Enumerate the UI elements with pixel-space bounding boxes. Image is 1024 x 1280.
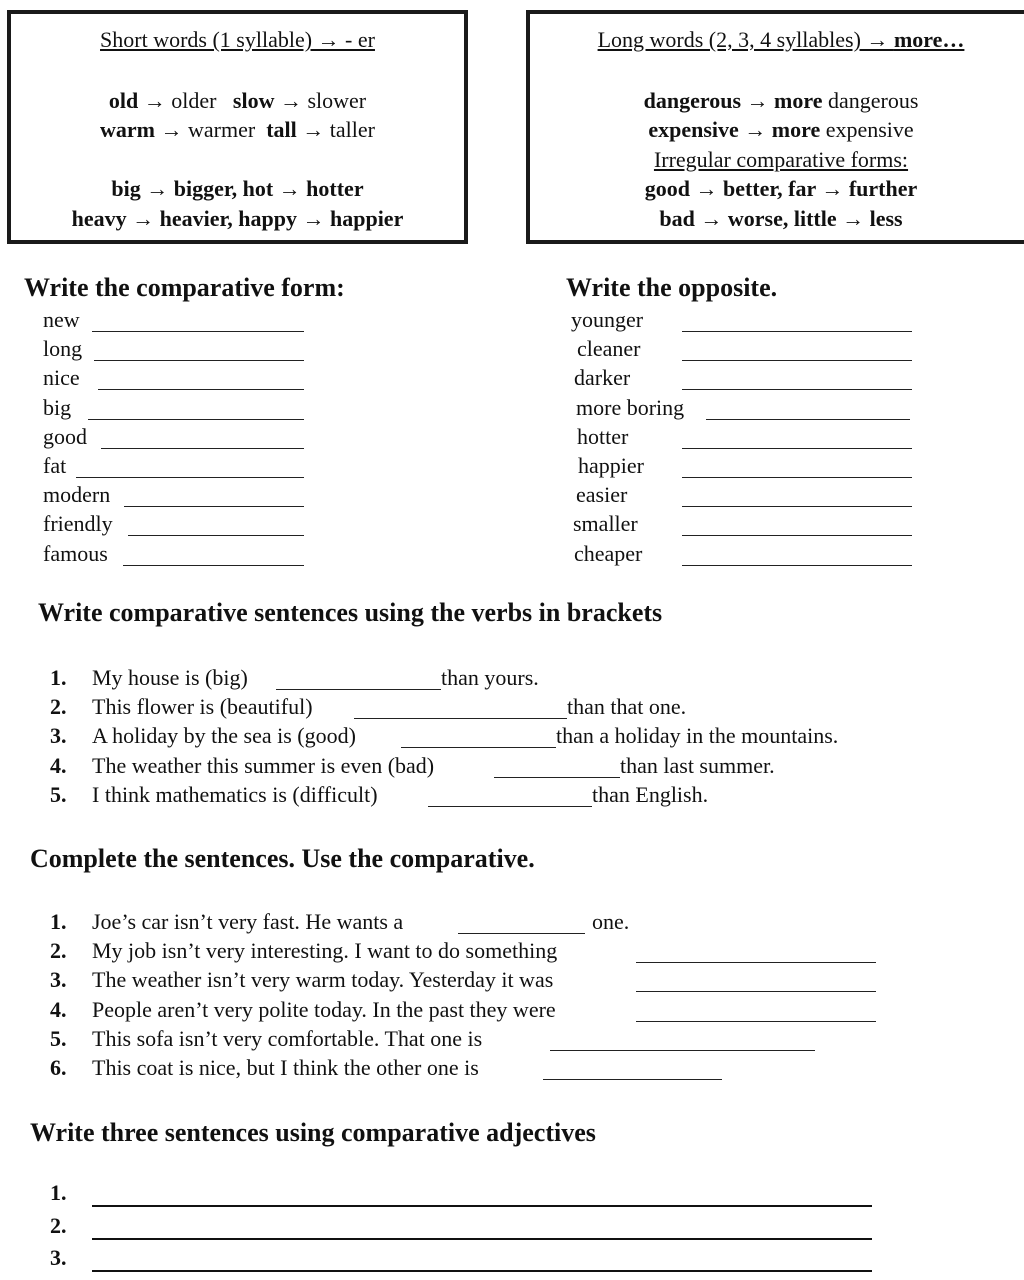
item-number: 4. bbox=[50, 996, 67, 1022]
long-row-2: expensive → more expensive bbox=[648, 117, 914, 142]
brackets-heading: Write comparative sentences using the verbs in brackets bbox=[38, 598, 663, 627]
short-word: slower bbox=[307, 87, 367, 113]
long-words-title: Long words (2, 3, 4 syllables) → more… bbox=[597, 27, 965, 52]
answer-blank[interactable] bbox=[124, 506, 304, 507]
sentence-text: People aren’t very polite today. In the past they were bbox=[92, 996, 556, 1022]
sentence-text: than that one. bbox=[567, 694, 687, 720]
item-number: 1. bbox=[50, 909, 67, 934]
arrow-icon: → bbox=[138, 87, 172, 113]
comparative-heading: Write the comparative form: bbox=[24, 273, 345, 302]
sentence-text: The weather isn’t very warm today. Yesterday it was bbox=[92, 967, 554, 993]
answer-line[interactable] bbox=[92, 1238, 872, 1240]
short-word: old bbox=[108, 87, 139, 113]
answer-blank[interactable] bbox=[682, 331, 912, 332]
sentence-text: This coat is nice, but I think the other one is bbox=[92, 1055, 479, 1080]
answer-blank[interactable] bbox=[128, 535, 304, 536]
short-word: taller bbox=[329, 117, 375, 142]
sentence-text: This flower is (beautiful) bbox=[92, 694, 313, 720]
answer-blank[interactable] bbox=[682, 448, 912, 449]
answer-blank[interactable] bbox=[636, 1021, 876, 1022]
short-word: slow bbox=[216, 87, 275, 113]
opposite-word: more boring bbox=[576, 394, 685, 420]
comparative-word: good bbox=[43, 423, 87, 449]
answer-blank[interactable] bbox=[98, 389, 304, 390]
item-number: 1. bbox=[50, 1180, 67, 1205]
sentence-text: My job isn’t very interesting. I want to do something bbox=[92, 938, 558, 964]
comparative-word: long bbox=[43, 336, 83, 362]
answer-blank[interactable] bbox=[636, 962, 876, 963]
comparative-word: modern bbox=[43, 482, 111, 508]
answer-blank[interactable] bbox=[550, 1050, 815, 1051]
long-words-box bbox=[526, 10, 1024, 244]
comparative-word: fat bbox=[43, 453, 67, 478]
answer-blank[interactable] bbox=[101, 448, 304, 449]
three-heading: Write three sentences using comparative adjectives bbox=[30, 1118, 596, 1147]
opposite-heading: Write the opposite. bbox=[566, 273, 778, 302]
sentence-text: than English. bbox=[592, 781, 709, 807]
comparative-word: big bbox=[43, 394, 72, 420]
short-word: tall bbox=[255, 117, 297, 142]
item-number: 3. bbox=[50, 1245, 67, 1270]
item-number: 5. bbox=[50, 1025, 67, 1051]
answer-blank[interactable] bbox=[494, 777, 620, 778]
comparative-word: new bbox=[43, 307, 80, 332]
answer-blank[interactable] bbox=[92, 331, 304, 332]
opposite-word: easier bbox=[576, 482, 628, 508]
irregular-row-2: bad → worse, little → less bbox=[659, 205, 903, 231]
arrow-icon: → bbox=[296, 117, 330, 142]
comparative-word: nice bbox=[43, 365, 80, 391]
opposite-word: hotter bbox=[577, 423, 629, 449]
sentence-text: one. bbox=[592, 909, 630, 934]
answer-blank[interactable] bbox=[428, 806, 592, 807]
answer-blank[interactable] bbox=[682, 535, 912, 536]
item-number: 2. bbox=[50, 938, 67, 964]
item-number: 5. bbox=[50, 781, 67, 807]
item-number: 3. bbox=[50, 967, 67, 993]
answer-blank[interactable] bbox=[76, 477, 304, 478]
complete-heading: Complete the sentences. Use the comparative. bbox=[30, 844, 535, 873]
answer-blank[interactable] bbox=[123, 565, 304, 566]
sentence-text: The weather this summer is even (bad) bbox=[92, 752, 435, 778]
short-words-title: Short words (1 syllable) → - er bbox=[100, 27, 375, 52]
short-word: warm bbox=[100, 117, 156, 142]
comparative-word: friendly bbox=[43, 511, 113, 537]
answer-blank[interactable] bbox=[682, 389, 912, 390]
sentence-text: Joe’s car isn’t very fast. He wants a bbox=[92, 909, 404, 934]
answer-line[interactable] bbox=[92, 1270, 872, 1272]
item-number: 2. bbox=[50, 1212, 67, 1238]
sentence-text: A holiday by the sea is (good) bbox=[92, 723, 356, 749]
answer-blank[interactable] bbox=[682, 565, 912, 566]
item-number: 1. bbox=[50, 665, 67, 690]
opposite-word: smaller bbox=[573, 511, 638, 537]
answer-blank[interactable] bbox=[88, 419, 304, 420]
answer-blank[interactable] bbox=[682, 477, 912, 478]
irregular-row-1: good → better, far → further bbox=[644, 176, 918, 201]
opposite-word: younger bbox=[571, 307, 644, 332]
comparative-word: famous bbox=[43, 540, 108, 566]
answer-blank[interactable] bbox=[458, 933, 585, 934]
answer-blank[interactable] bbox=[636, 991, 876, 992]
answer-line[interactable] bbox=[92, 1205, 872, 1207]
answer-blank[interactable] bbox=[94, 360, 304, 361]
opposite-word: happier bbox=[578, 453, 644, 478]
sentence-text: My house is (big) bbox=[92, 665, 248, 690]
short-row-4: big → bigger, hot → hotter bbox=[111, 176, 364, 201]
sentence-text: This sofa isn’t very comfortable. That one is bbox=[92, 1025, 483, 1051]
short-row-2 bbox=[11, 115, 464, 145]
short-word: warmer bbox=[188, 117, 256, 142]
arrow-icon: → bbox=[274, 87, 308, 113]
opposite-word: darker bbox=[574, 365, 631, 391]
answer-blank[interactable] bbox=[543, 1079, 722, 1080]
answer-blank[interactable] bbox=[401, 747, 556, 748]
opposite-word: cheaper bbox=[574, 540, 643, 566]
item-number: 2. bbox=[50, 694, 67, 720]
answer-blank[interactable] bbox=[706, 419, 910, 420]
answer-blank[interactable] bbox=[354, 718, 567, 719]
sentence-text: than last summer. bbox=[620, 752, 775, 778]
item-number: 3. bbox=[50, 723, 67, 749]
answer-blank[interactable] bbox=[276, 689, 441, 690]
sentence-text: than a holiday in the mountains. bbox=[556, 723, 839, 749]
arrow-icon: → bbox=[155, 117, 189, 142]
item-number: 4. bbox=[50, 752, 67, 778]
sentence-text: I think mathematics is (difficult) bbox=[92, 781, 378, 807]
answer-blank[interactable] bbox=[682, 506, 912, 507]
short-row-5: heavy → heavier, happy → happier bbox=[71, 205, 404, 231]
short-row-1 bbox=[11, 86, 464, 116]
short-words-box bbox=[7, 10, 468, 244]
opposite-word: cleaner bbox=[577, 336, 641, 362]
sentence-text: than yours. bbox=[441, 665, 539, 690]
long-row-1: dangerous → more dangerous bbox=[643, 87, 919, 113]
item-number: 6. bbox=[50, 1055, 67, 1080]
short-word: older bbox=[171, 87, 217, 113]
answer-blank[interactable] bbox=[682, 360, 912, 361]
irregular-title: Irregular comparative forms: bbox=[653, 146, 909, 172]
